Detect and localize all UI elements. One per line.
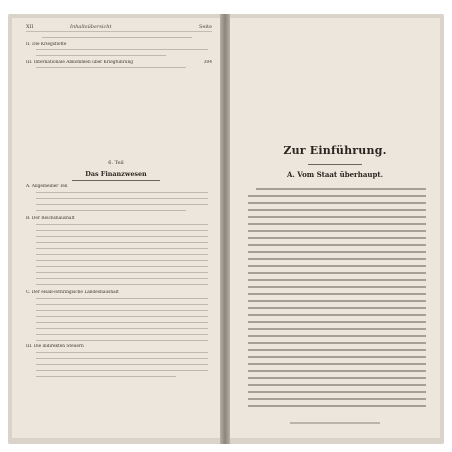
text-line: [36, 310, 208, 311]
page-footer-line: [290, 422, 380, 424]
body-text-line: [248, 398, 426, 400]
body-text-line: [248, 356, 426, 358]
body-text-line: [248, 377, 426, 379]
body-text-line: [248, 349, 426, 351]
body-text-line: [248, 363, 426, 365]
text-line: [36, 278, 208, 279]
body-text-line: [248, 307, 426, 309]
toc-entry-text: II. Die Kriegsflotte: [26, 42, 67, 47]
text-line: [36, 266, 208, 267]
part-label: 6. Teil: [108, 160, 124, 166]
part-rule: [72, 180, 160, 181]
body-text-line: [248, 279, 426, 281]
body-text-line: [248, 195, 426, 197]
text-line: [36, 224, 208, 225]
text-line: [36, 192, 208, 193]
body-text-line: [248, 342, 426, 344]
book-gutter: [220, 14, 230, 444]
page-column-label: Seite: [199, 24, 212, 30]
toc-entry: [26, 216, 212, 221]
header-rule: [26, 31, 212, 32]
open-book: [8, 14, 444, 444]
body-text-line: [248, 384, 426, 386]
body-text-line: [248, 209, 426, 211]
body-text-line: [248, 237, 426, 239]
text-line: [36, 260, 208, 261]
toc-entry-text: B. Der Reichshaushalt: [26, 216, 75, 221]
toc-entry-text: III. Internationale Abkommen über Kriegführung: [26, 60, 133, 65]
text-line: [36, 248, 208, 249]
left-page: [12, 18, 220, 438]
text-line: [36, 230, 208, 231]
toc-entry-page: 304: [203, 60, 212, 65]
section-title: A. Vom Staat überhaupt.: [286, 170, 384, 179]
body-text-line: [248, 223, 426, 225]
body-text-line: [256, 188, 426, 190]
text-line: [36, 210, 186, 211]
text-line: [36, 304, 208, 305]
body-text-line: [248, 328, 426, 330]
body-text-line: [248, 321, 426, 323]
text-line: [36, 364, 208, 365]
text-line: [42, 37, 192, 38]
body-text-line: [248, 202, 426, 204]
text-line: [36, 49, 208, 50]
text-line: [36, 236, 208, 237]
text-line: [36, 328, 208, 329]
right-page: [230, 18, 440, 438]
text-line: [36, 334, 208, 335]
text-line: [36, 204, 208, 205]
body-text-line: [248, 335, 426, 337]
body-text-line: [248, 272, 426, 274]
text-line: [36, 370, 208, 371]
body-text-line: [248, 216, 426, 218]
text-line: [36, 67, 186, 68]
text-line: [36, 322, 208, 323]
page-number: XII: [26, 24, 34, 30]
body-text-line: [248, 314, 426, 316]
toc-entry-text: C. Der elsaß-lothringische Landeshaushalt: [26, 290, 119, 295]
text-line: [36, 340, 208, 341]
text-line: [36, 316, 208, 317]
chapter-rule: [308, 164, 362, 165]
text-line: [36, 55, 166, 56]
toc-entry: [26, 344, 212, 349]
body-text-line: [248, 230, 426, 232]
text-line: [36, 298, 208, 299]
body-text-line: [248, 286, 426, 288]
toc-entry: [26, 184, 212, 189]
text-line: [36, 358, 208, 359]
body-text-line: [248, 300, 426, 302]
body-text-line: [248, 370, 426, 372]
text-line: [36, 284, 208, 285]
text-line: [36, 198, 208, 199]
body-text-line: [248, 244, 426, 246]
part-title: Das Finanzwesen: [85, 170, 147, 178]
chapter-title: Zur Einführung.: [283, 144, 387, 157]
text-line: [36, 254, 208, 255]
body-text-line: [248, 265, 426, 267]
text-line: [36, 272, 208, 273]
body-text-line: [248, 258, 426, 260]
toc-entry: [26, 290, 212, 295]
body-text-line: [248, 251, 426, 253]
text-line: [36, 242, 208, 243]
running-title: Inhaltsübersicht: [70, 24, 112, 30]
text-line: [36, 352, 208, 353]
toc-entry-text: A. Allgemeiner Teil: [26, 184, 68, 189]
body-text-line: [248, 391, 426, 393]
toc-entry-text: III. Die indirekten Steuern: [26, 344, 84, 349]
toc-entry: [26, 42, 212, 47]
toc-entry: [26, 60, 212, 65]
text-line: [36, 376, 176, 377]
body-text-line: [248, 405, 426, 407]
body-text-line: [248, 293, 426, 295]
